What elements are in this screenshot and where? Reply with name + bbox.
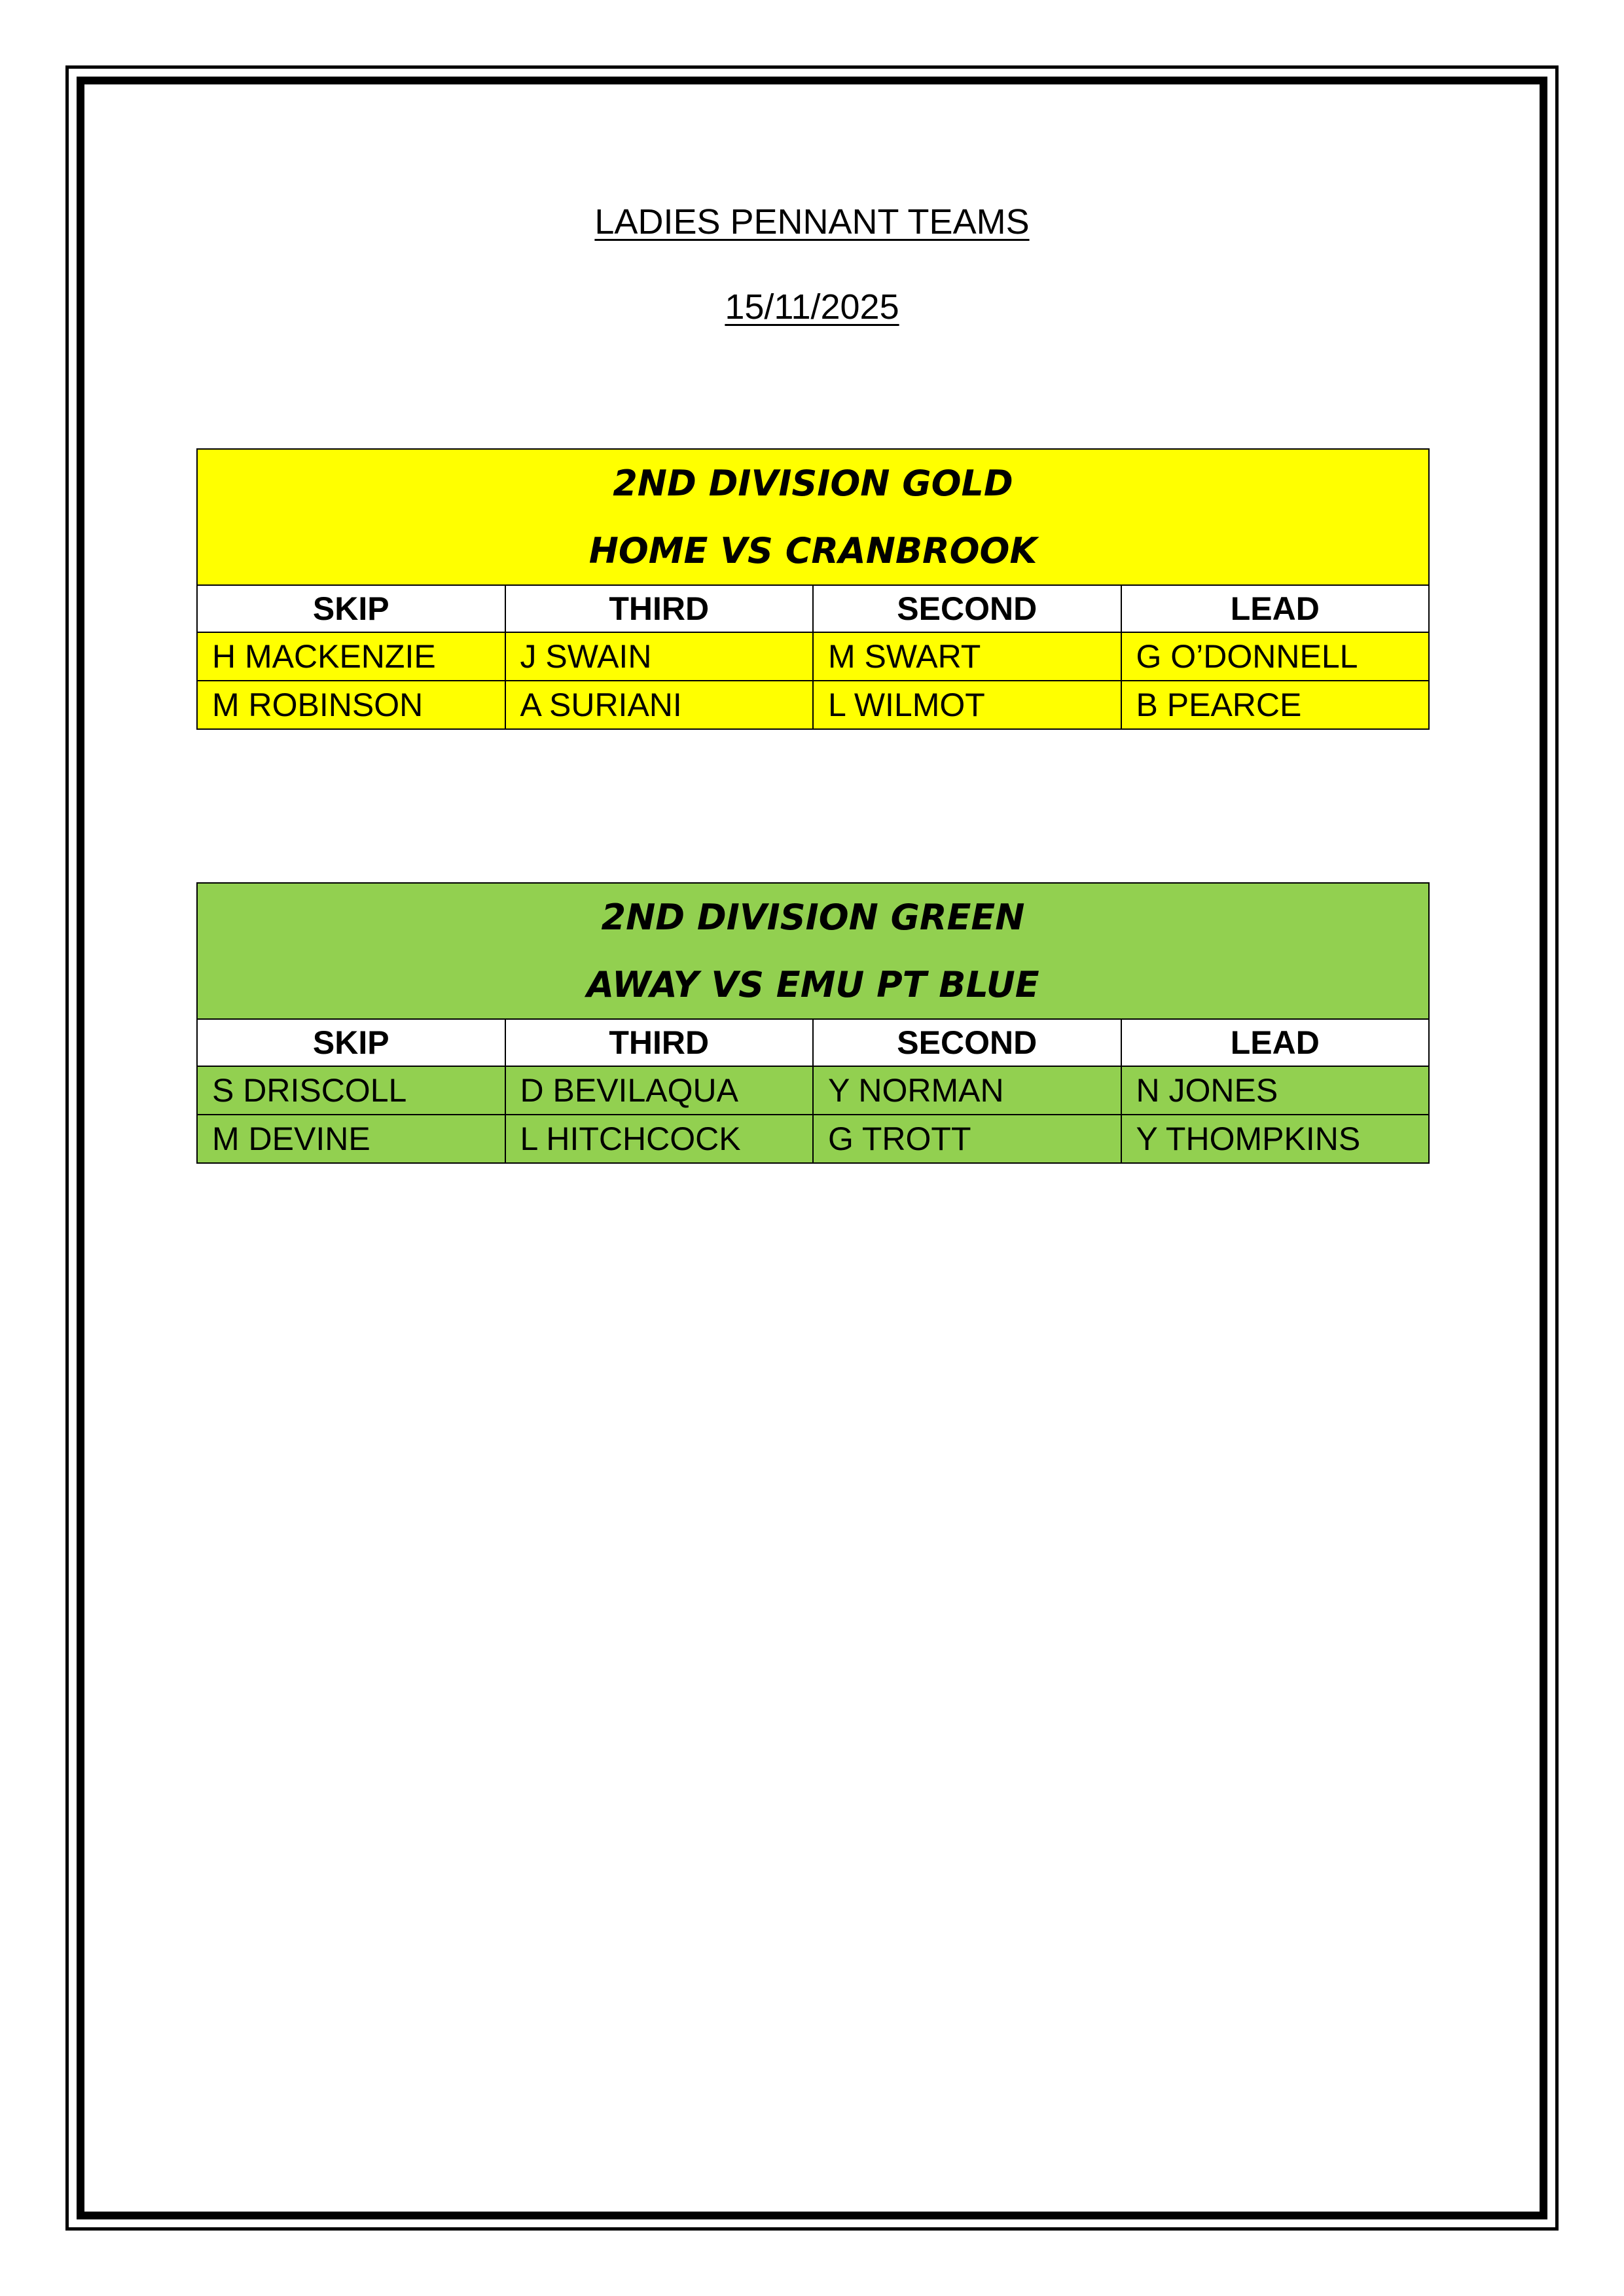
- player-cell: G TROTT: [813, 1115, 1121, 1163]
- column-header-second: SECOND: [813, 1019, 1121, 1066]
- player-cell: M SWART: [813, 632, 1121, 681]
- table-row: [197, 632, 1429, 681]
- team-table-green: [196, 882, 1430, 1164]
- column-header-skip: SKIP: [197, 585, 505, 632]
- fixture-title: AWAY VS EMU PT BLUE: [586, 964, 1039, 1005]
- table-row: [197, 681, 1429, 729]
- player-cell: B PEARCE: [1121, 681, 1430, 729]
- player-cell: L HITCHCOCK: [505, 1115, 814, 1163]
- column-header-second: SECOND: [813, 585, 1121, 632]
- player-cell: S DRISCOLL: [197, 1066, 505, 1115]
- table-row: [197, 1066, 1429, 1115]
- player-cell: Y NORMAN: [813, 1066, 1121, 1115]
- team-banner-gold: [197, 449, 1429, 585]
- player-cell: G O’DONNELL: [1121, 632, 1430, 681]
- player-cell: L WILMOT: [813, 681, 1121, 729]
- player-cell: M ROBINSON: [197, 681, 505, 729]
- division-title: 2ND DIVISION GOLD: [613, 463, 1013, 504]
- division-title: 2ND DIVISION GREEN: [601, 897, 1025, 938]
- document-date: 15/11/2025: [725, 287, 899, 327]
- team-banner-green: [197, 883, 1429, 1019]
- team-table-gold: [196, 448, 1430, 730]
- column-header-third: THIRD: [505, 1019, 814, 1066]
- fixture-title: HOME VS CRANBROOK: [588, 530, 1038, 571]
- player-cell: Y THOMPKINS: [1121, 1115, 1430, 1163]
- player-cell: H MACKENZIE: [197, 632, 505, 681]
- player-cell: D BEVILAQUA: [505, 1066, 814, 1115]
- column-header-skip: SKIP: [197, 1019, 505, 1066]
- player-cell: M DEVINE: [197, 1115, 505, 1163]
- player-cell: N JONES: [1121, 1066, 1430, 1115]
- document-title: LADIES PENNANT TEAMS: [594, 202, 1030, 242]
- table-header-row: [197, 1019, 1429, 1066]
- table-row: [197, 1115, 1429, 1163]
- column-header-lead: LEAD: [1121, 585, 1430, 632]
- table-header-row: [197, 585, 1429, 632]
- column-header-lead: LEAD: [1121, 1019, 1430, 1066]
- player-cell: J SWAIN: [505, 632, 814, 681]
- player-cell: A SURIANI: [505, 681, 814, 729]
- column-header-third: THIRD: [505, 585, 814, 632]
